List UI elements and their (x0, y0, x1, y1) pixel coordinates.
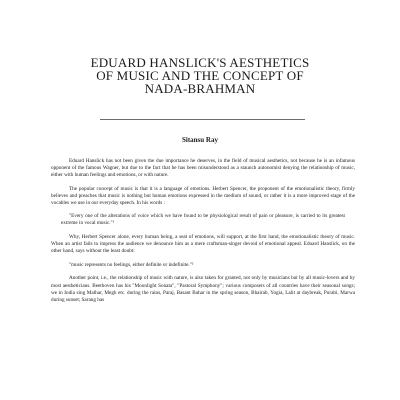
title-line-2: OF MUSIC AND THE CONCEPT OF (96, 68, 304, 83)
article-body (51, 158, 355, 304)
paragraph-music-nature: Another point, i.e., the relationship of music with nature, is also taken for granted, not only by musicians but by all music-lovers and by most aestheticians. Beethoven has his "Moonlight Sonata", "Pastoral Symphony"; various composers of all countries have their seasonal songs; we in India sing Malhar, Megh etc. during the rains, Paraj, Basant Bahar in the spring season, Bhairab, Yogia, Lalit at daybreak, Purabi, Marwa during sunset; Sarang has (51, 275, 355, 304)
title-divider (100, 119, 305, 120)
block-quote-hanslick: "music represents no feelings, either definite or indefinite."² (69, 262, 194, 269)
title-line-1: EDUARD HANSLICK'S AESTHETICS (90, 55, 310, 70)
article-title (40, 56, 360, 95)
author-name: Sitansu Ray (182, 136, 218, 144)
block-quote-spencer: "Every one of the alterations of voice which we have found to be physiological result of pain or pleasure, is carried to its greatest extreme in vocal music."¹ (61, 213, 345, 227)
title-line-3: NADA-BRAHMAN (144, 81, 256, 96)
paragraph-hanslick-view: Why, Herbert Spencer alone, every human being, a seat of emotions, will support, at the first hand, the emotionalistic theory of music. When an artist fails to impress the audience we denounce him as a mere craftsman-singer devoid of emotional appeal. Eduard Hanslick, on the other hand, says without the least doubt: (51, 233, 355, 255)
paragraph-emotion-theory: The popular concept of music is that it is a language of emotions. Herbert Spencer, the proponent of the emotionalistic theory, firmly believes and preaches that music is nothing but human emotions expressed in the medium of sound, or rather it is a more improved stage of the vocables we use in our everyday speech. In his words : (51, 185, 355, 207)
paragraph-intro: Eduard Hanslick has not been given the due importance he deserves, in the field of musical aesthetics, not because he is an infamous opponent of the famous Wagner, but due to the fact that he has been misunderstood as a staunch autonomist denying the relationship of music, either with human feelings and emotions, or with nature. (51, 158, 355, 179)
